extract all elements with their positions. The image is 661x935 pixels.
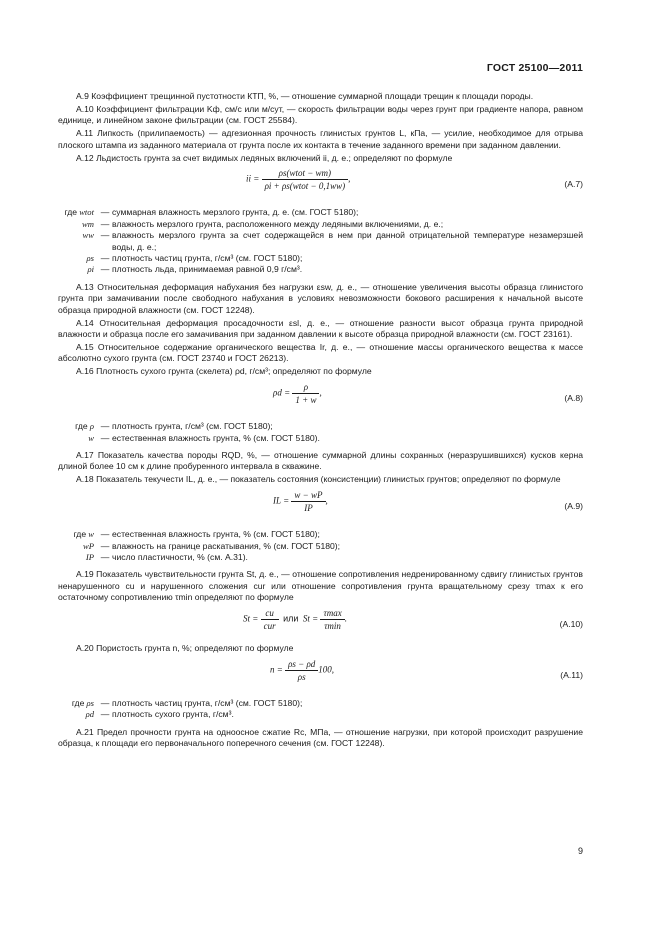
definition-row: ρi — плотность льда, принимаемая равной 0,9 г/см³. (58, 264, 583, 275)
definition-row: wP — влажность на границе раскатывания, % (см. ГОСТ 5180); (58, 541, 583, 552)
definition-prefix: где (71, 698, 85, 708)
formula-a8-lhs: ρd = (273, 387, 291, 398)
definitions-a9 (58, 529, 583, 563)
formula-a8-tail: , (319, 387, 322, 398)
formula-a11-number: (А.11) (560, 670, 583, 680)
definition-row: ρs — плотность частиц грунта, г/см³ (см. ГОСТ 5180); (58, 253, 583, 264)
formula-a9-number: (А.9) (564, 501, 583, 512)
formula-a8-number: (А.8) (564, 393, 583, 404)
definition-symbol: ww (82, 230, 94, 241)
definition-symbol: w (88, 432, 94, 443)
definition-symbol: ρs (86, 253, 94, 264)
formula-a9-fraction (291, 490, 325, 513)
paragraph-a15: А.15 Относительное содержание органического вещества Ir, д. е., — отношение массы органического вещества к массе абсолютно сухого грунта (см. ГОСТ 23740 и ГОСТ 26213). (58, 341, 583, 364)
definition-symbol: IP (85, 551, 94, 562)
definition-text: естественная влажность грунта, % (см. ГОСТ 5180); (112, 529, 320, 540)
definition-row: где ρs — плотность частиц грунта, г/см³ (см. ГОСТ 5180); (58, 698, 583, 709)
definition-text: суммарная влажность мерзлого грунта, д. е. (см. ГОСТ 5180); (112, 207, 359, 218)
formula-a10-lhs1: St = (243, 613, 259, 624)
definition-text: естественная влажность грунта, % (см. ГОСТ 5180). (112, 432, 320, 443)
definitions-a7 (58, 207, 583, 275)
paragraph-a10: А.10 Коэффициент фильтрации Kф, см/с или м/сут, — скорость фильтрации воды через грунт при градиенте напора, равном единице, и линейном законе фильтрации (см. ГОСТ 25584). (58, 103, 583, 126)
definition-symbol: ρi (87, 264, 94, 275)
definition-row: где w — естественная влажность грунта, % (см. ГОСТ 5180); (58, 529, 583, 540)
definition-symbol: w (88, 529, 94, 540)
formula-a11-lhs: n = (270, 664, 283, 675)
definition-row: ρd — плотность сухого грунта, г/см³. (58, 709, 583, 720)
definition-symbol: wP (83, 540, 94, 551)
formula-a9-denominator: IP (304, 503, 313, 514)
formula-a8 (58, 379, 583, 417)
formula-a10-lhs2: St = (302, 613, 319, 624)
page-number: 9 (577, 846, 583, 856)
definition-prefix: где (64, 207, 78, 218)
formula-a10-or: или (283, 613, 299, 624)
paragraph-a11: А.11 Липкость (прилипаемость) — адгезионная прочность глинистых грунтов L, кПа, — усилие, необходимое для отрыва плоского штампа из заданного материала от грунта после их контакта в течение заданного времени при заданном давлении. (58, 128, 583, 150)
paragraph-a18: А.18 Показатель текучести IL, д. е., — показатель состояния (консистенции) глинистых грунтов; определяют по формуле (76, 474, 561, 485)
formula-a9-tail: , (325, 495, 328, 506)
definitions-a11 (58, 698, 583, 721)
formula-a10-number: (А.10) (559, 619, 583, 630)
formula-a10-den2: τmin (324, 621, 341, 632)
document-code: ГОСТ 25100—2011 (486, 62, 583, 74)
formula-a10-fraction2 (320, 608, 344, 631)
page-content (58, 91, 583, 751)
formula-a7-numerator: ρs(wtot − wm) (262, 168, 349, 180)
formula-a11-fraction (285, 659, 318, 682)
definition-row: где ρ — плотность грунта, г/см³ (см. ГОСТ 5180); (58, 421, 583, 432)
definition-text: влажность мерзлого грунта, расположенного между ледяными включениями, д. е.; (112, 218, 444, 229)
formula-a9-lhs: IL = (273, 495, 290, 506)
definition-text: плотность частиц грунта, г/см³ (см. ГОСТ 5180); (112, 698, 303, 708)
formula-a7 (58, 165, 583, 203)
formula-a10-num2: τmax (320, 608, 344, 620)
paragraph-a16: А.16 Плотность сухого грунта (скелета) ρd, г/см³; определяют по формуле (76, 366, 372, 377)
definition-row: где wtot — суммарная влажность мерзлого грунта, д. е. (см. ГОСТ 5180); (58, 207, 583, 218)
paragraph-a9: А.9 Коэффициент трещинной пустотности КТП, %, — отношение суммарной площади трещин к площади породы. (76, 91, 534, 101)
formula-a11-numerator: ρs − ρd (285, 659, 318, 671)
formula-a7-denominator: ρi + ρs(wtot − 0,1ww) (264, 181, 346, 192)
formula-a8-denominator: 1 + w (295, 395, 317, 406)
definition-symbol: ρd (85, 709, 94, 720)
paragraph-a14: А.14 Относительная деформация просадочности εsl, д. е., — отношение разности высот образца грунта природной влажности и образца после его замачивания при заданном давлении к высоте образца природной влажности (см. ГОСТ 23161). (58, 317, 583, 339)
paragraph-a12: А.12 Льдистость грунта за счет видимых ледяных включений ii, д. е.; определяют по формуле (76, 152, 453, 163)
definition-text: плотность сухого грунта, г/см³. (112, 709, 234, 720)
definition-symbol: ρ (89, 421, 94, 432)
formula-a9 (58, 487, 583, 525)
definition-text: плотность льда, принимаемая равной 0,9 г/см³. (112, 264, 303, 275)
formula-a8-numerator: ρ (292, 382, 319, 394)
definition-text: влажность на границе раскатывания, % (см. ГОСТ 5180); (112, 540, 341, 551)
formula-a10-den1: cur (263, 621, 276, 632)
formula-a10-num1: cu (261, 608, 279, 620)
paragraph-a17: А.17 Показатель качества породы RQD, %, — отношение суммарной длины сохранных (неразрушившихся) кусков керна длиной более 10 см к длине пробуренного интервала в скважине. (58, 449, 583, 472)
formula-a7-tail: , (348, 174, 351, 184)
formula-a7-fraction (262, 168, 349, 191)
paragraph-a13: А.13 Относительная деформация набухания без нагрузки εsw, д. е., — отношение увеличения высоты образца глинистого грунта при замачивании после свободного набухания в условиях невозможности бокового расширения к начальной высоте образца природной влажности (см. ГОСТ 12248). (58, 281, 583, 315)
paragraph-a20: А.20 Пористость грунта n, %; определяют по формуле (76, 643, 294, 654)
definition-text: влажность мерзлого грунта за счет содержащейся в нем при данной отрицательной температуре незамерзшей воды, д. е.; (112, 230, 583, 252)
definition-row: wm — влажность мерзлого грунта, расположенного между ледяными включениями, д. е.; (58, 219, 583, 230)
paragraph-a21: А.21 Предел прочности грунта на одноосное сжатие Rc, МПа, — отношение нагрузки, при которой происходит разрушение образца, к площади его первоначального поперечного сечения (см. ГОСТ 12248). (58, 726, 583, 749)
definition-row: w — естественная влажность грунта, % (см. ГОСТ 5180). (58, 433, 583, 444)
definitions-a8 (58, 421, 583, 444)
definition-symbol: ρs (86, 698, 94, 708)
formula-a7-lhs: ii = (246, 174, 260, 184)
formula-a8-fraction (292, 382, 322, 406)
definition-row: ww — влажность мерзлого грунта за счет содержащейся в нем при данной отрицательной температуре незамерзшей воды, д. е.; (58, 230, 583, 253)
definition-symbol: wtot (79, 207, 94, 218)
definition-text: плотность грунта, г/см³ (см. ГОСТ 5180); (112, 421, 273, 432)
formula-a10-tail: . (344, 613, 347, 624)
formula-a7-number: (А.7) (564, 179, 583, 190)
definition-text: плотность частиц грунта, г/см³ (см. ГОСТ 5180); (112, 253, 303, 264)
definition-row: IP — число пластичности, % (см. А.31). (58, 552, 583, 563)
formula-a11-tail: 100, (318, 664, 335, 675)
definition-text: число пластичности, % (см. А.31). (112, 551, 248, 562)
formula-a11-denominator: ρs (297, 672, 306, 682)
formula-a11 (58, 656, 583, 694)
definition-symbol: wm (82, 218, 94, 229)
definition-prefix: где (75, 421, 88, 432)
formula-a10 (58, 605, 583, 643)
definition-prefix: где (73, 529, 87, 540)
formula-a10-fraction1 (261, 608, 279, 631)
formula-a9-numerator: w − wP (291, 490, 325, 502)
paragraph-a19: А.19 Показатель чувствительности грунта St, д. е., — отношение сопротивления недренированному сдвигу глинистых грунтов ненарушенного cu и нарушенного сложения cur или отношение сопротивления грунта вращательному срезу τmax к его остаточному сопротивлению τmin определяют по формуле (58, 569, 583, 603)
